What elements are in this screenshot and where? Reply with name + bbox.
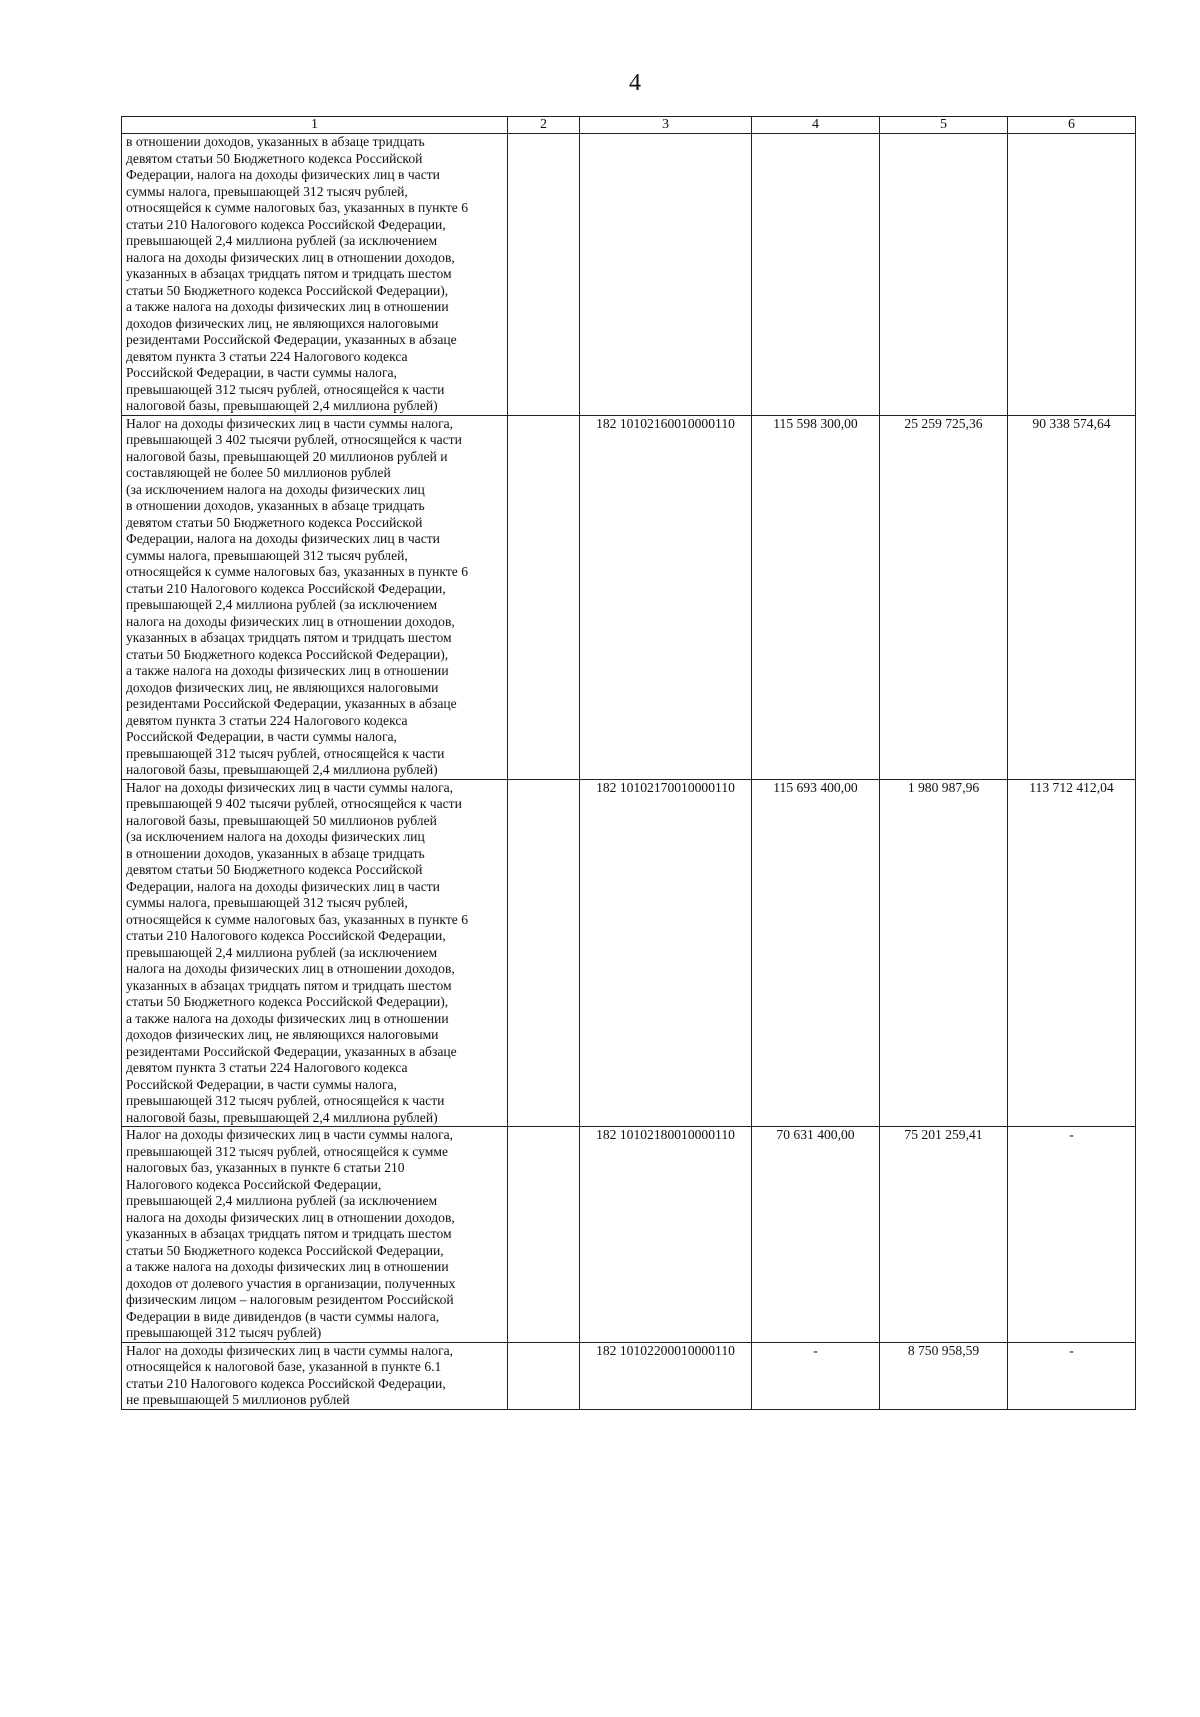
row-col2 [508, 415, 580, 779]
table-row [122, 134, 1136, 416]
row-col2 [508, 1127, 580, 1343]
row-col6 [1008, 134, 1136, 416]
row-col2 [508, 779, 580, 1127]
budget-table [121, 116, 1136, 1410]
column-header: 3 [580, 117, 752, 134]
row-col6: 113 712 412,04 [1008, 779, 1136, 1127]
row-col4 [752, 134, 880, 416]
table-header-row [122, 117, 1136, 134]
table-row [122, 1127, 1136, 1343]
row-col4: 115 598 300,00 [752, 415, 880, 779]
row-col6: - [1008, 1127, 1136, 1343]
row-description: Налог на доходы физических лиц в части суммы налога, превышающей 9 402 тысячи рублей, относящейся к части налоговой базы, превышающей 50 миллионов рублей (за исключением налога на доходы физических лиц в отношении доходов, указанных в абзаце тридцать девятом статьи 50 Бюджетного кодекса Российской Федерации, налога на доходы физических лиц в части суммы налога, превышающей 312 тысяч рублей, относящейся к сумме налоговых баз, указанных в пункте 6 статьи 210 Налогового кодекса Российской Федерации, превышающей 2,4 миллиона рублей (за исключением налога на доходы физических лиц в отношении доходов, указанных в абзацах тридцать пятом и тридцать шестом статьи 50 Бюджетного кодекса Российской Федерации), а также налога на доходы физических лиц в отношении доходов физических лиц, не являющихся налоговыми резидентами Российской Федерации, указанных в абзаце девятом пункта 3 статьи 224 Налогового кодекса Российской Федерации, в части суммы налога, превышающей 312 тысяч рублей, относящейся к части налоговой базы, превышающей 2,4 миллиона рублей) [122, 779, 508, 1127]
row-description: Налог на доходы физических лиц в части суммы налога, относящейся к налоговой базе, указанной в пункте 6.1 статьи 210 Налогового кодекса Российской Федерации, не превышающей 5 миллионов рублей [122, 1342, 508, 1409]
row-col5: 25 259 725,36 [880, 415, 1008, 779]
row-col5: 1 980 987,96 [880, 779, 1008, 1127]
row-description: Налог на доходы физических лиц в части суммы налога, превышающей 312 тысяч рублей, относящейся к сумме налоговых баз, указанных в пункте 6 статьи 210 Налогового кодекса Российской Федерации, превышающей 2,4 миллиона рублей (за исключением налога на доходы физических лиц в отношении доходов, указанных в абзацах тридцать пятом и тридцать шестом статьи 50 Бюджетного кодекса Российской Федерации, а также налога на доходы физических лиц в отношении доходов от долевого участия в организации, полученных физическим лицом – налоговым резидентом Российской Федерации в виде дивидендов (в части суммы налога, превышающей 312 тысяч рублей) [122, 1127, 508, 1343]
row-col5: 8 750 958,59 [880, 1342, 1008, 1409]
row-col4: 70 631 400,00 [752, 1127, 880, 1343]
column-header: 4 [752, 117, 880, 134]
column-header: 2 [508, 117, 580, 134]
column-header: 5 [880, 117, 1008, 134]
row-col6: - [1008, 1342, 1136, 1409]
row-code: 182 10102170010000110 [580, 779, 752, 1127]
row-col2 [508, 1342, 580, 1409]
row-col2 [508, 134, 580, 416]
column-header: 6 [1008, 117, 1136, 134]
column-header: 1 [122, 117, 508, 134]
row-col5: 75 201 259,41 [880, 1127, 1008, 1343]
row-col4: 115 693 400,00 [752, 779, 880, 1127]
page-number: 4 [629, 70, 641, 96]
table-row [122, 415, 1136, 779]
row-code: 182 10102160010000110 [580, 415, 752, 779]
row-col6: 90 338 574,64 [1008, 415, 1136, 779]
table-row [122, 1342, 1136, 1409]
row-description: в отношении доходов, указанных в абзаце тридцать девятом статьи 50 Бюджетного кодекса Российской Федерации, налога на доходы физических лиц в части суммы налога, превышающей 312 тысяч рублей, относящейся к сумме налоговых баз, указанных в пункте 6 статьи 210 Налогового кодекса Российской Федерации, превышающей 2,4 миллиона рублей (за исключением налога на доходы физических лиц в отношении доходов, указанных в абзацах тридцать пятом и тридцать шестом статьи 50 Бюджетного кодекса Российской Федерации), а также налога на доходы физических лиц в отношении доходов физических лиц, не являющихся налоговыми резидентами Российской Федерации, указанных в абзаце девятом пункта 3 статьи 224 Налогового кодекса Российской Федерации, в части суммы налога, превышающей 312 тысяч рублей, относящейся к части налоговой базы, превышающей 2,4 миллиона рублей) [122, 134, 508, 416]
row-col4: - [752, 1342, 880, 1409]
row-code [580, 134, 752, 416]
row-code: 182 10102200010000110 [580, 1342, 752, 1409]
row-col5 [880, 134, 1008, 416]
table-row [122, 779, 1136, 1127]
row-description: Налог на доходы физических лиц в части суммы налога, превышающей 3 402 тысячи рублей, относящейся к части налоговой базы, превышающей 20 миллионов рублей и составляющей не более 50 миллионов рублей (за исключением налога на доходы физических лиц в отношении доходов, указанных в абзаце тридцать девятом статьи 50 Бюджетного кодекса Российской Федерации, налога на доходы физических лиц в части суммы налога, превышающей 312 тысяч рублей, относящейся к сумме налоговых баз, указанных в пункте 6 статьи 210 Налогового кодекса Российской Федерации, превышающей 2,4 миллиона рублей (за исключением налога на доходы физических лиц в отношении доходов, указанных в абзацах тридцать пятом и тридцать шестом статьи 50 Бюджетного кодекса Российской Федерации), а также налога на доходы физических лиц в отношении доходов физических лиц, не являющихся налоговыми резидентами Российской Федерации, указанных в абзаце девятом пункта 3 статьи 224 Налогового кодекса Российской Федерации, в части суммы налога, превышающей 312 тысяч рублей, относящейся к части налоговой базы, превышающей 2,4 миллиона рублей) [122, 415, 508, 779]
row-code: 182 10102180010000110 [580, 1127, 752, 1343]
